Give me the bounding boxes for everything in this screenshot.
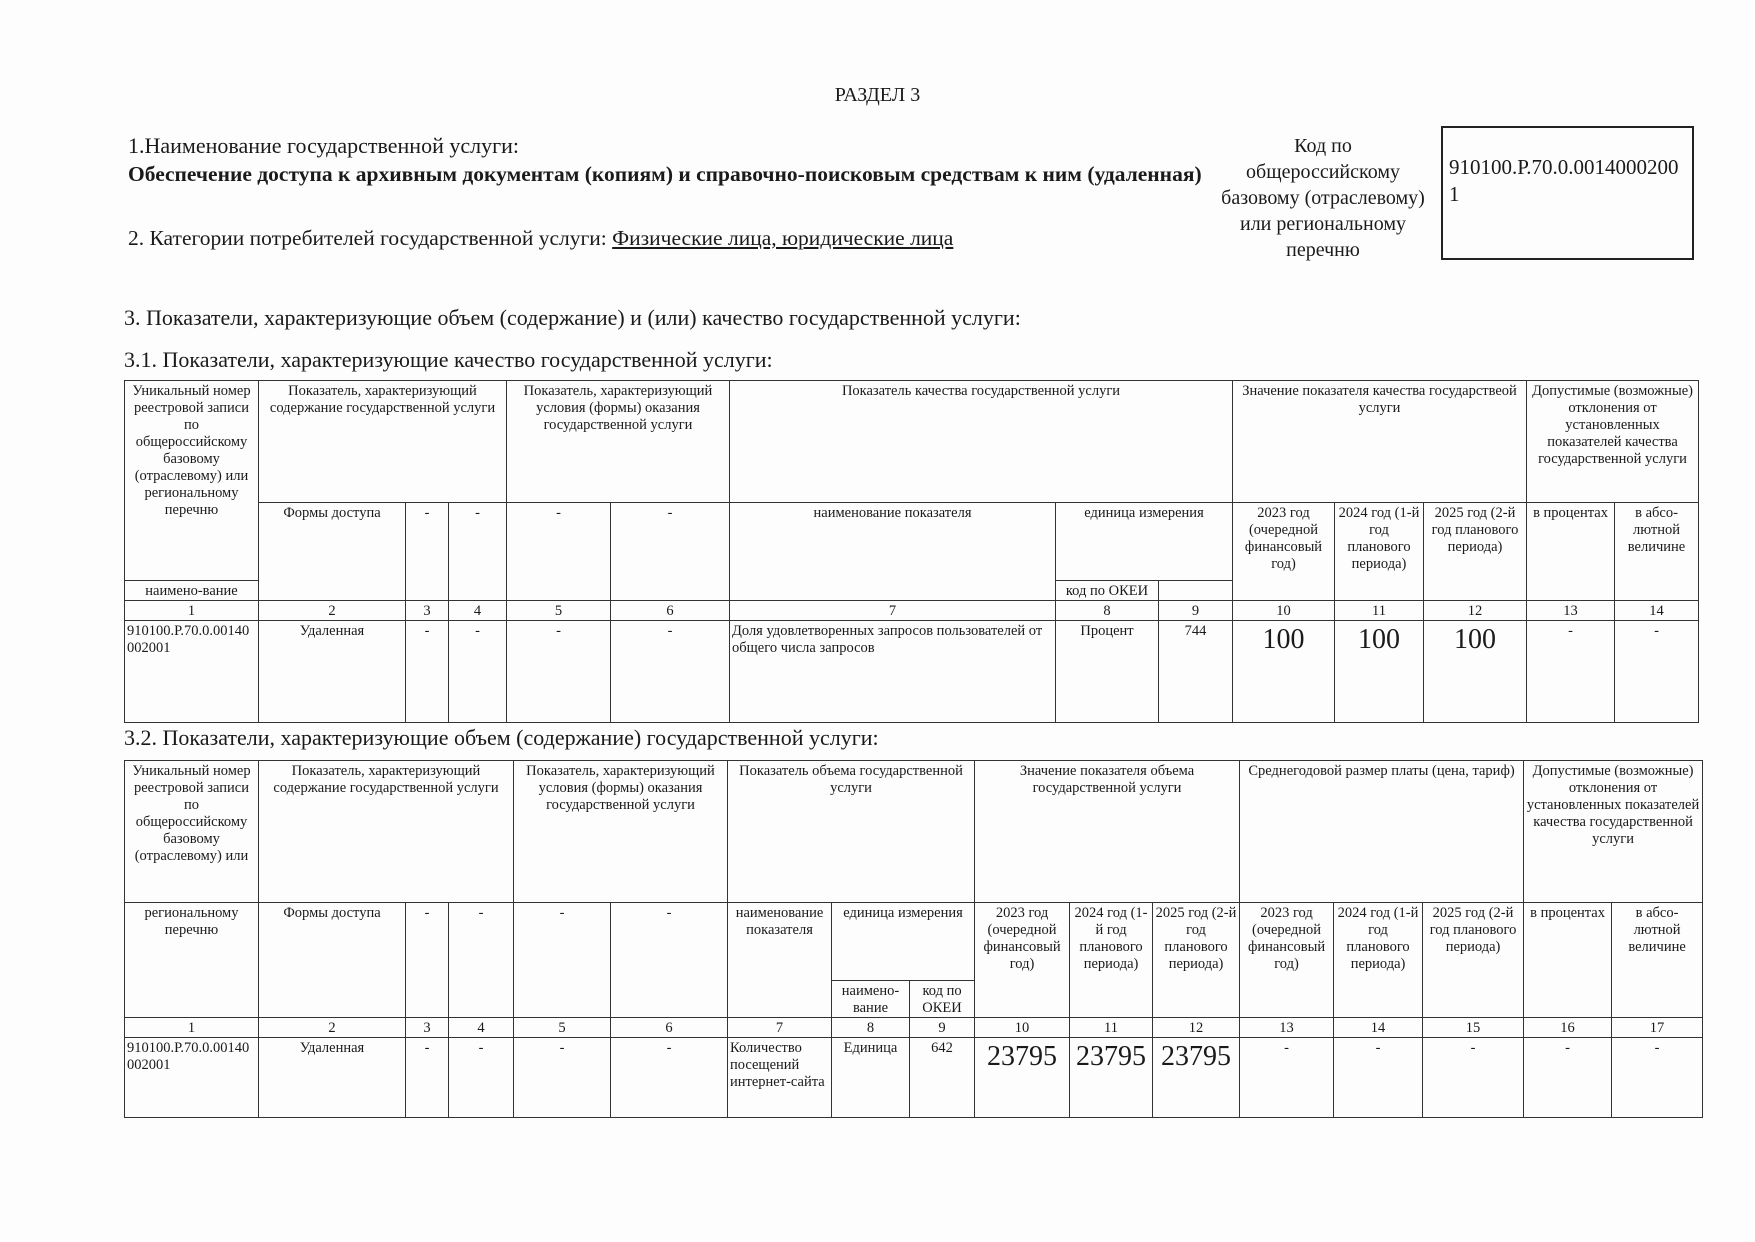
heading-3-1: 3.1. Показатели, характеризующие качество государственной услуги:: [124, 347, 773, 372]
header-average-fee: Среднегодовой размер платы (цена, тариф): [1240, 761, 1524, 903]
consumers-value: Физические лица, юридические лица: [612, 226, 954, 250]
column-number: 6: [611, 601, 730, 621]
header-percent: в процентах: [1524, 903, 1612, 1018]
consumers-label: 2. Категории потребителей государственной услуги:: [128, 226, 613, 250]
access-form: Удаленная: [259, 1038, 406, 1118]
column-number: 11: [1070, 1018, 1153, 1038]
service-name: Обеспечение доступа к архивным документам (копиям) и справочно-поисковым средствам к ним (удаленная): [128, 162, 1202, 186]
value-2023: 100: [1233, 621, 1335, 723]
cell-dash: -: [449, 621, 507, 723]
code-box: 910100.Р.70.0.00140002001: [1441, 126, 1694, 260]
header-indicator-name: наименование показателя: [730, 503, 1056, 601]
quality-table: [124, 380, 1699, 723]
value-2024: 100: [1335, 621, 1424, 723]
header-unique-number-lower: региональному перечню: [125, 903, 259, 1018]
header-content-indicator: Показатель, характеризующий содержание государственной услуги: [259, 381, 507, 503]
column-number-row: [125, 1018, 1703, 1038]
header-dash: -: [449, 503, 507, 601]
column-number: 5: [507, 601, 611, 621]
column-number: 10: [1233, 601, 1335, 621]
heading-3: 3. Показатели, характеризующие объем (содержание) и (или) качество государственной услуги:: [124, 305, 1021, 330]
header-year-2025: 2025 год (2-й год планового периода): [1424, 503, 1527, 601]
cell-dash: -: [406, 621, 449, 723]
indicator-name: Доля удовлетворенных запросов пользователей от общего числа запросов: [730, 621, 1056, 723]
header-dash: -: [611, 503, 730, 601]
column-number: 13: [1527, 601, 1615, 621]
unit-name: Единица: [832, 1038, 910, 1118]
column-number: 14: [1615, 601, 1699, 621]
registry-code: 910100.Р.70.0.00140002001: [125, 621, 259, 723]
deviation-absolute: -: [1615, 621, 1699, 723]
cell-dash: -: [449, 1038, 514, 1118]
header-year-2023: 2023 год (очередной финансовый год): [1233, 503, 1335, 601]
header-dash: -: [514, 903, 611, 1018]
column-number: 1: [125, 1018, 259, 1038]
consumers-line: [128, 226, 953, 251]
value-2025: 23795: [1153, 1038, 1240, 1118]
column-number: 9: [910, 1018, 975, 1038]
unit-name: Процент: [1056, 621, 1159, 723]
column-number: 12: [1153, 1018, 1240, 1038]
table-row: [125, 621, 1699, 723]
fee-2024: -: [1334, 1038, 1423, 1118]
value-2025: 100: [1424, 621, 1527, 723]
header-dash: -: [611, 903, 728, 1018]
cell-dash: -: [611, 621, 730, 723]
column-number: 8: [832, 1018, 910, 1038]
column-number: 7: [730, 601, 1056, 621]
deviation-percent: -: [1524, 1038, 1612, 1118]
header-year-2025: 2025 год (2-й год планового периода): [1153, 903, 1240, 1018]
value-2023: 23795: [975, 1038, 1070, 1118]
header-year-2024: 2024 год (1-й год планового периода): [1070, 903, 1153, 1018]
header-year-2023: 2023 год (очередной финансовый год): [975, 903, 1070, 1018]
header-volume-indicator: Показатель объема государственной услуги: [728, 761, 975, 903]
service-name-label: 1.Наименование государственной услуги:: [128, 133, 520, 158]
cell-dash: -: [507, 621, 611, 723]
header-forms-access: Формы доступа: [259, 903, 406, 1018]
indicator-name: Количество посещений интернет-сайта: [728, 1038, 832, 1118]
column-number: 16: [1524, 1018, 1612, 1038]
header-forms-access: Формы доступа: [259, 503, 406, 601]
header-indicator-name: наименование показателя: [728, 903, 832, 1018]
header-conditions-indicator: Показатель, характеризующий условия (формы) оказания государственной услуги: [507, 381, 730, 503]
header-deviation: Допустимые (возможные) отклонения от установленных показателей качества государственной услуги: [1527, 381, 1699, 503]
header-unique-number: Уникальный номер реестровой записи по общероссийскому базовому (отраслевому) или региональному перечню: [125, 381, 259, 581]
heading-3-2: 3.2. Показатели, характеризующие объем (содержание) государственной услуги:: [124, 725, 879, 750]
header-quality-value: Значение показателя качества государствеой услуги: [1233, 381, 1527, 503]
header-dash: -: [406, 503, 449, 601]
header-fee-2025: 2025 год (2-й год планового периода): [1423, 903, 1524, 1018]
registry-code: 910100.Р.70.0.00140002001: [125, 1038, 259, 1118]
header-absolute: в абсо-лютной величине: [1615, 503, 1699, 601]
code-caption: Код по общероссийскому базовому (отраслевому) или региональному перечню: [1221, 135, 1425, 261]
header-dash: -: [449, 903, 514, 1018]
column-number: 2: [259, 601, 406, 621]
header-quality-indicator: Показатель качества государственной услуги: [730, 381, 1233, 503]
header-okei: код по ОКЕИ: [910, 981, 975, 1018]
header-fee-2023: 2023 год (очередной финансовый год): [1240, 903, 1334, 1018]
deviation-percent: -: [1527, 621, 1615, 723]
header-dash: -: [507, 503, 611, 601]
header-unit-name: наимено-вание: [832, 981, 910, 1018]
column-number: 14: [1334, 1018, 1423, 1038]
okei-code: 744: [1159, 621, 1233, 723]
header-year-2024: 2024 год (1-й год планового периода): [1335, 503, 1424, 601]
cell-dash: -: [406, 1038, 449, 1118]
header-conditions-indicator: Показатель, характеризующий условия (формы) оказания государственной услуги: [514, 761, 728, 903]
access-form: Удаленная: [259, 621, 406, 723]
header-fee-2024: 2024 год (1-й год планового периода): [1334, 903, 1423, 1018]
fee-2025: -: [1423, 1038, 1524, 1118]
column-number: 13: [1240, 1018, 1334, 1038]
column-number: 1: [125, 601, 259, 621]
header-deviation: Допустимые (возможные) отклонения от установленных показателей качества государственной услуги: [1524, 761, 1703, 903]
column-number: 3: [406, 601, 449, 621]
fee-2023: -: [1240, 1038, 1334, 1118]
column-number: 9: [1159, 601, 1233, 621]
cell-dash: -: [611, 1038, 728, 1118]
column-number: 8: [1056, 601, 1159, 621]
column-number: 4: [449, 1018, 514, 1038]
header-okei: код по ОКЕИ: [1056, 581, 1159, 601]
header-unit: единица измерения: [832, 903, 975, 981]
column-number: 6: [611, 1018, 728, 1038]
header-percent: в процентах: [1527, 503, 1615, 601]
header-unit-name: наимено-вание: [125, 581, 259, 601]
section-title: РАЗДЕЛ 3: [834, 84, 921, 106]
header-absolute: в абсо-лютной величине: [1612, 903, 1703, 1018]
column-number: 15: [1423, 1018, 1524, 1038]
header-unique-number-upper: Уникальный номер реестровой записи по общероссийскому базовому (отраслевому) или: [125, 761, 259, 903]
deviation-absolute: -: [1612, 1038, 1703, 1118]
header-volume-value: Значение показателя объема государственной услуги: [975, 761, 1240, 903]
value-2024: 23795: [1070, 1038, 1153, 1118]
header-content-indicator: Показатель, характеризующий содержание государственной услуги: [259, 761, 514, 903]
column-number: 5: [514, 1018, 611, 1038]
table-row: [125, 1038, 1703, 1118]
header-dash: -: [406, 903, 449, 1018]
column-number: 10: [975, 1018, 1070, 1038]
okei-code: 642: [910, 1038, 975, 1118]
column-number: 12: [1424, 601, 1527, 621]
header-unit: единица измерения: [1056, 503, 1233, 581]
column-number: 17: [1612, 1018, 1703, 1038]
volume-table: [124, 760, 1703, 1118]
column-number: 3: [406, 1018, 449, 1038]
cell-dash: -: [514, 1038, 611, 1118]
column-number: 7: [728, 1018, 832, 1038]
column-number: 2: [259, 1018, 406, 1038]
column-number-row: [125, 601, 1699, 621]
column-number: 11: [1335, 601, 1424, 621]
column-number: 4: [449, 601, 507, 621]
